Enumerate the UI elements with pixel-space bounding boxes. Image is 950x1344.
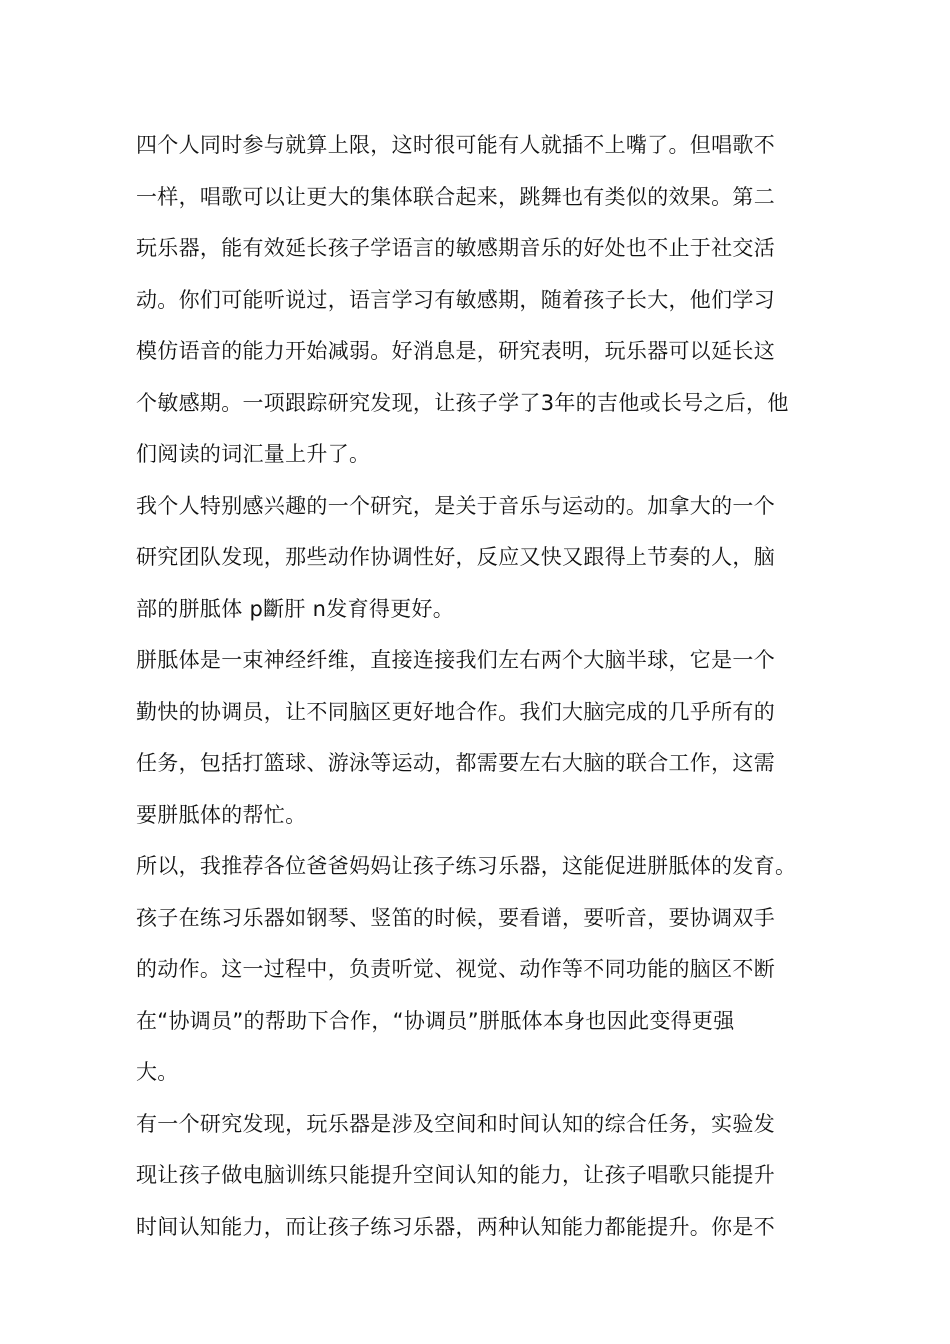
- paragraph: [136, 635, 836, 841]
- text-line: 模仿语音的能力开始减弱。好消息是，研究表明，玩乐器可以延长这: [136, 339, 775, 363]
- text-line: 勤快的协调员，让不同脑区更好地合作。我们大脑完成的几乎所有的: [136, 699, 775, 724]
- text-line: 们阅读的词汇量上升了。: [136, 442, 371, 466]
- text-line: 有一个研究发现，玩乐器是涉及空间和时间认知的综合任务，实验发: [136, 1111, 775, 1136]
- text-line: 时间认知能力，而让孩子练习乐器，两种认知能力都能提升。你是不: [136, 1214, 775, 1239]
- text-line: 玩乐器，能有效延长孩子学语言的敏感期音乐的好处也不止于社交活: [136, 236, 775, 260]
- text-line: 现让孩子做电脑训练只能提升空间认知的能力，让孩子唱歌只能提升: [136, 1163, 775, 1187]
- text-line: 研究团队发现，那些动作协调性好，反应又快又跟得上节奏的人，脑: [136, 545, 775, 569]
- paragraph: [136, 120, 836, 481]
- document-body: [136, 120, 836, 1253]
- text-line: 任务，包括打篮球、游泳等运动，都需要左右大脑的联合工作，这需: [136, 751, 775, 775]
- paragraph: [136, 481, 836, 636]
- text-line: 胼胝体是一束神经纤维，直接连接我们左右两个大脑半球，它是一个: [136, 648, 775, 672]
- text-line: 的动作。这一过程中，负责听觉、视觉、动作等不同功能的脑区不断: [136, 957, 775, 981]
- text-line: 孩子在练习乐器如钢琴、竖笛的时候，要看谱，要听音，要协调双手: [136, 905, 775, 930]
- text-line: 一样，唱歌可以让更大的集体联合起来，跳舞也有类似的效果。第二: [136, 184, 775, 209]
- text-line: 个敏感期。一项跟踪研究发现，让孩子学了3年的吉他或长号之后，他: [136, 390, 789, 415]
- text-line: 在“协调员”的帮助下合作，“协调员”胼胝体本身也因此变得更强: [136, 1008, 735, 1033]
- paragraph: [136, 1099, 836, 1254]
- text-line: 四个人同时参与就算上限，这时很可能有人就插不上嘴了。但唱歌不: [136, 133, 775, 157]
- text-line: 部的胼胝体 p斷肝 n发育得更好。: [136, 596, 455, 621]
- text-line: 大。: [136, 1060, 179, 1084]
- paragraph: [136, 841, 836, 1099]
- text-line: 动。你们可能听说过，语言学习有敏感期，随着孩子长大，他们学习: [136, 287, 775, 312]
- text-line: 我个人特别感兴趣的一个研究，是关于音乐与运动的。加拿大的一个: [136, 493, 775, 518]
- text-line: 所以，我推荐各位爸爸妈妈让孩子练习乐器，这能促进胼胝体的发育。: [136, 854, 797, 878]
- text-line: 要胼胝体的帮忙。: [136, 802, 307, 827]
